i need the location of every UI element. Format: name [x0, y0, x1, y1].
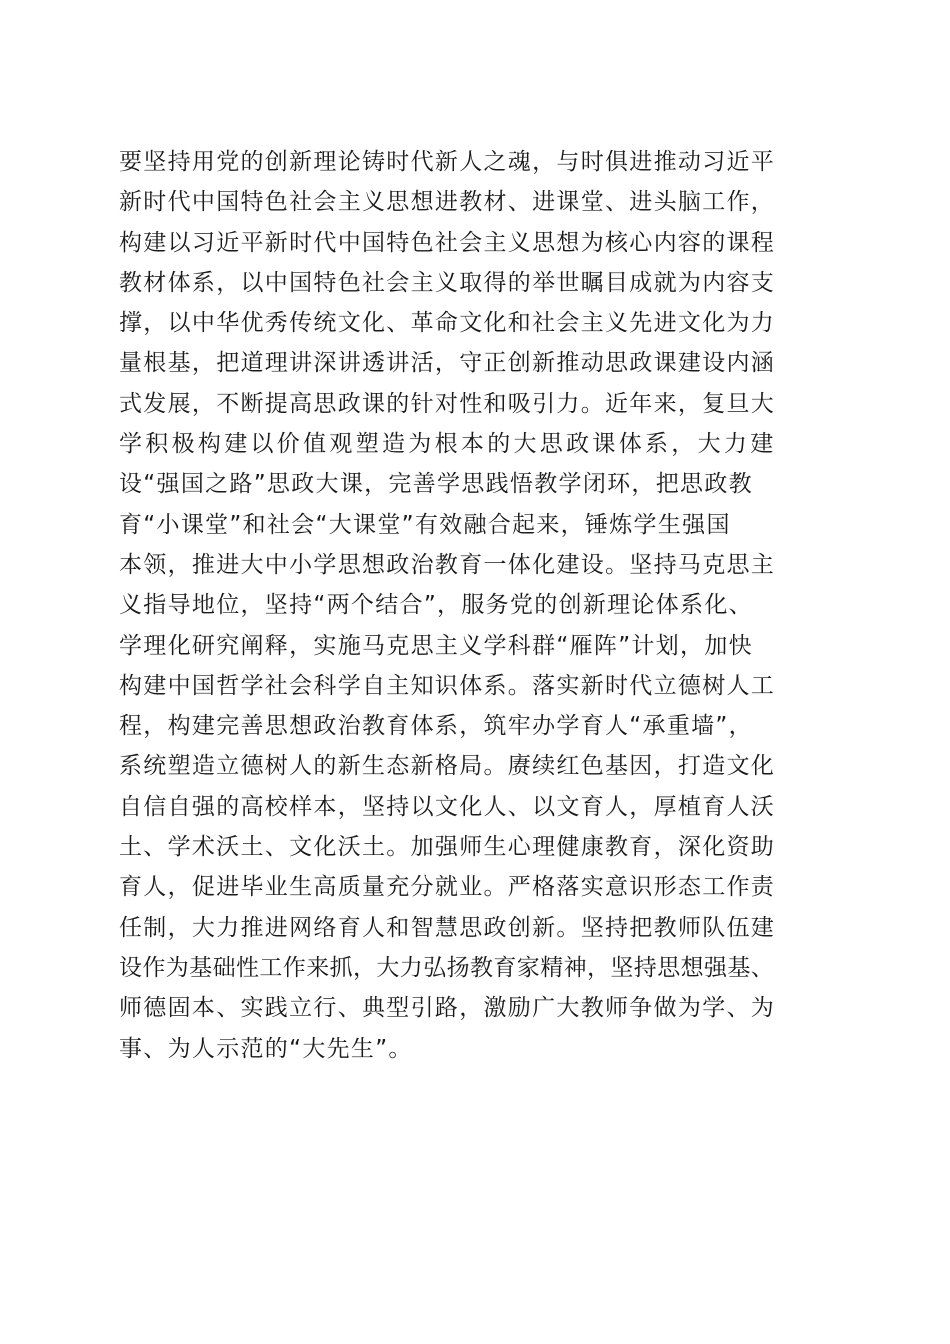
text-line: 教材体系，以中国特色社会主义取得的举世瞩目成就为内容支 — [119, 269, 776, 296]
text-line: 学积极构建以价值观塑造为根本的大思政课体系，大力建 — [119, 431, 777, 458]
text-line: 量根基，把道理讲深讲透讲活，守正创新推动思政课建设内涵 — [119, 350, 776, 377]
text-line: 育人，促进毕业生高质量充分就业。严格落实意识形态工作责 — [119, 874, 776, 901]
text-line: 系统塑造立德树人的新生态新格局。赓续红色基因，打造文化 — [119, 753, 776, 780]
text-line: 要坚持用党的创新理论铸时代新人之魂，与时俱进推动习近平 — [119, 149, 776, 175]
text-line: 新时代中国特色社会主义思想进教材、进课堂、进头脑工作， — [119, 189, 776, 216]
text-line: 任制，大力推进网络育人和智慧思政创新。坚持把教师队伍建 — [119, 914, 776, 941]
text-line: 学理化研究阐释，实施马克思主义学科群“雁阵”计划，加快 — [119, 632, 753, 659]
text-line: 设“强国之路”思政大课，完善学思践悟教学闭环，把思政教 — [119, 471, 753, 498]
text-line: 义指导地位，坚持“两个结合”，服务党的创新理论体系化、 — [119, 592, 753, 619]
text-line: 式发展，不断提高思政课的针对性和吸引力。近年来，复旦大 — [119, 390, 776, 417]
text-line: 育“小课堂”和社会“大课堂”有效融合起来，锤炼学生强国 — [119, 511, 731, 538]
text-line: 构建中国哲学社会科学自主知识体系。落实新时代立德树人工 — [119, 672, 776, 699]
text-line: 构建以习近平新时代中国特色社会主义思想为核心内容的课程 — [119, 229, 776, 256]
text-line: 土、学术沃土、文化沃土。加强师生心理健康教育，深化资助 — [119, 834, 776, 861]
text-line: 程，构建完善思想政治教育体系，筑牢办学育人“承重墙”， — [119, 713, 753, 740]
text-line: 本领，推进大中小学思想政治教育一体化建设。坚持马克思主 — [119, 551, 776, 578]
text-line: 师德固本、实践立行、典型引路，激励广大教师争做为学、为 — [119, 995, 776, 1022]
text-line: 设作为基础性工作来抓，大力弘扬教育家精神，坚持思想强基、 — [119, 954, 775, 981]
body-paragraph — [119, 142, 859, 1069]
text-line: 自信自强的高校样本，坚持以文化人、以文育人，厚植育人沃 — [119, 793, 776, 820]
text-line: 事、为人示范的“大先生”。 — [119, 1035, 413, 1062]
text-line: 撑，以中华优秀传统文化、革命文化和社会主义先进文化为力 — [119, 310, 776, 337]
